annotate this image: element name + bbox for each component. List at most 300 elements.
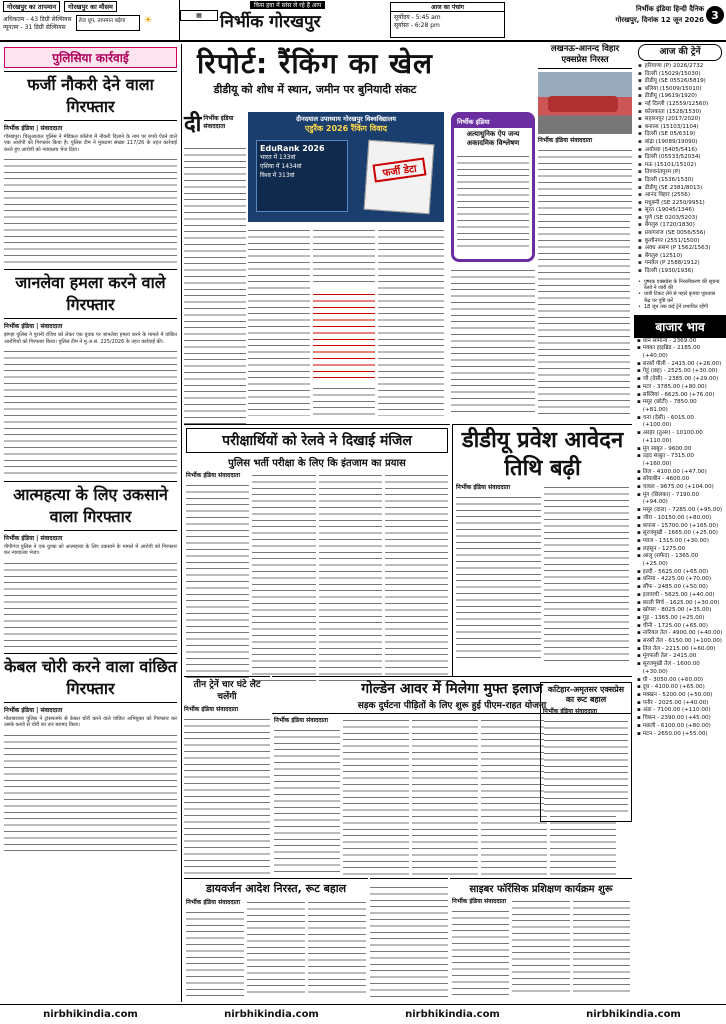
bullet-icon: ▪ [637,584,641,591]
bazaar-item [637,415,723,430]
bullet-icon: ▪ [637,507,641,514]
lead-col-3-red-highlight [313,290,375,380]
ddu-body [453,483,632,663]
bazaar-item-text: हल्दी - 5625.00 (+65.00) [642,568,709,575]
story-1-text: गोरखपुर। चिलुआताल पुलिस ने मेडिकल कॉलेज में नौकरी दिलाने के नाम पर रुपये ऐंठने वाले एक आरोपी को गिरफ्तार किया है। पुलिस टीम ने मुकदमा संख्या 117/26 के तहत कार्रवाई करते हुए आरोपी को न्यायालय भेज दिया। [4,134,177,153]
story-1-dateline: निर्भीक इंडिया | संवाददाता [4,125,63,132]
train-note [638,304,722,310]
app-sub: अत्याधुनिक ऐप जन्य अकादमिक विश्लेषण [466,130,520,147]
bullet-icon: ▪ [638,100,642,107]
katihar-headline: कटिहार-अमृतसर एक्सप्रेस का रूट बहाल [547,685,625,704]
image-title: दीनदयाल उपाध्याय गोरखपुर विश्वविद्यालय [295,115,397,123]
ddu-story [452,424,632,676]
golden-hour-lines-4 [481,716,547,876]
bullet-icon: ▪ [638,70,642,77]
train-cancel-lines [538,146,632,218]
bazaar-item-text: मूंगफली तेल - 2415.00 [642,653,697,660]
train-item-text: कोलकाता (1528/1530) [644,108,702,115]
bazaar-item-text: प्याज - 1315.00 (+30.00) [642,537,709,544]
bullet-icon: ▪ [637,414,641,421]
bullet-icon: ▪ [638,184,642,191]
story-1-headline: फर्जी नौकरी देने वाला गिरफ्तार [4,71,177,121]
edurank-panel [256,140,348,212]
bullet-icon: ▪ [637,568,641,575]
left-column [0,44,182,1002]
edition-badge [180,10,218,21]
train-item-text: कुशीनगर (2551/1500) [644,237,700,244]
train-item-text: नई दिल्ली (12559/12560) [644,100,709,107]
bullet-icon: ▪ [637,476,641,483]
image-subtitle: एडुरैंक 2026 रैंकिंग विवाद [304,124,388,133]
paper-name: निर्भीक इंडिया हिन्दी दैनिक [635,5,704,13]
story-3-body-lines [4,559,177,649]
ddu-dateline: निर्भीक इंडिया संवाददाता [456,484,511,491]
bazaar-item-text: तिल तेल - 2215.00 (+60.00) [642,645,716,652]
bullet-icon: ▪ [638,169,642,176]
train-item [638,200,722,208]
bazaar-item-text: कपास - 15700.00 (+165.00) [642,522,719,529]
train-item [638,101,722,109]
story-3-headline: आत्महत्या के लिए उकसाने वाला गिरफ्तार [4,481,177,531]
bullet-icon: ▪ [637,661,641,668]
bazaar-item-text: मसूर (दाल) - 7285.00 (+95.00) [642,507,723,514]
lead-image [248,112,444,222]
train-item-text: डीडीयू (SE 2381/8013) [644,184,703,191]
page-number: 3 [706,6,724,24]
bazaar-item-text: चावल - 9675.00 (+104.00) [642,484,714,491]
bullet-icon: ▪ [637,622,641,629]
bazaar-item-text: मटन - 2650.00 (+55.00) [642,730,708,737]
train-item [638,230,722,238]
trains-list [634,63,726,276]
train-item-text: मऊ (15101/15102) [644,161,697,168]
bazaar-item-text: मसूर (छोटी) - 7850.00 (+81.00) [642,399,697,413]
lead-col-3-lines-b [313,384,375,416]
bazaar-item [637,630,723,638]
train-item-text: दिल्ली (SE 05/6319) [644,131,696,138]
masthead [180,0,726,40]
train-item [638,109,722,117]
bazaar-item-text: सरसों पीली - 2415.00 (+26.00) [642,360,722,367]
panchang-box [390,2,505,38]
bullet-icon: ▪ [637,368,641,375]
rank-world: विश्व में 313वां [260,172,295,179]
bazaar-item-text: जौ (देसी) - 2385.00 (+29.00) [642,376,719,383]
bullet-icon: ▪ [637,537,641,544]
fake-data-stamp: फर्जी डेटा [372,157,426,182]
lead-col-1-lines [184,144,246,429]
lead-headline: रिपोर्ट: रैंकिंग का खेल [196,47,434,80]
bazaar-item-text: आलू (सफेद) - 1365.00 (+25.00) [642,553,699,568]
bazaar-item-text: पनीर - 2025.00 (+40.00) [642,699,709,706]
bazaar-item-text: मूंग साबुत - 9600.00 [642,445,692,452]
bazaar-item-text: गेहूं (छह) - 2525.00 (+30.00) [642,368,718,375]
bazaar-item [637,453,723,468]
sun-icon: ☀ [143,15,153,26]
bullet-icon: ▪ [637,653,641,660]
bazaar-title: बाजार भाव [634,315,726,338]
train-item-text: आनंद विहार (2556) [644,192,691,199]
katihar-dateline: निर्भीक इंडिया संवाददाता [543,708,598,715]
story-3-text: पीपीगंज पुलिस ने एक युवक को आत्महत्या के लिए उकसाने के मामले में आरोपी को गिरफ्तार कर न्यायालय भेजा। [4,544,177,557]
continued-column [370,878,448,1002]
story-3-dateline: निर्भीक इंडिया | संवाददाता [4,535,63,543]
train-item [638,131,722,139]
bullet-icon: ▪ [638,192,642,199]
bazaar-item [637,430,723,445]
golden-hour-lines-2 [343,716,409,876]
footer-site-4[interactable]: nirbhikindia.com [586,1009,681,1020]
bullet-icon: ▪ [638,214,642,221]
train-item [638,78,722,86]
weather-label: गोरखपुर का तापमान [3,1,60,12]
ddu-headline: डीडीयू प्रवेश आवेदन तिथि बढ़ी [461,428,624,481]
train-item [638,147,722,155]
train-item-text: बेंगलुरु (12510) [644,252,683,259]
bullet-icon: ▪ [638,85,642,92]
train-note [638,291,722,304]
cyber-lines-2 [512,897,569,997]
bullet-icon: • [638,278,641,285]
bullet-icon: ▪ [637,630,641,637]
bazaar-item [637,576,723,584]
bazaar-item-text: नारियल तेल - 4900.00 (+40.00) [642,630,723,637]
golden-hour-lines-1 [274,726,340,876]
bazaar-item-text: घी - 3050.00 (+60.00) [642,676,704,683]
bazaar-item [637,638,723,646]
bullet-icon: ▪ [637,699,641,706]
diversion-headline: डायवर्जन आदेश निरस्त, रूट बहाल [205,882,347,895]
min-temp: न्यूनतम - 31 डिग्री सेल्सियस [3,24,66,31]
diversion-lines-3 [308,898,366,998]
railway-exam-lines-2 [252,471,315,681]
bazaar-item-text: सूरजमुखी तेल - 1600.00 (+30.00) [642,661,700,675]
bazaar-item [637,538,723,546]
rank-india: भारत में 133वां [260,154,296,161]
train-item [638,268,722,276]
bazaar-item [637,484,723,492]
story-4-dateline: निर्भीक इंडिया | संवाददाता [4,706,63,714]
railway-exam-dateline: निर्भीक इंडिया संवाददाता [186,472,241,479]
bazaar-item [637,607,723,615]
railway-exam-headline: परीक्षार्थियों को रेलवे ने दिखाई मंजिल [186,428,448,453]
top-strip [0,0,726,42]
bazaar-item-text: मछली - 6100.00 (+80.00) [642,722,711,729]
diversion-lines-1 [186,908,244,998]
bazaar-item-text: धनिया - 4225.00 (+70.00) [642,576,712,583]
bullet-icon: ▪ [638,199,642,206]
section-tag: पुलिसिया कार्रवाई [4,47,177,68]
train-item-text: बेंगलुरु (1720/1830) [644,222,695,229]
cyber-dateline: निर्भीक इंडिया संवाददाता [452,898,507,905]
bazaar-item-text: तिल - 4100.00 (+47.00) [642,468,707,475]
train-item [638,238,722,246]
bazaar-item [637,515,723,523]
bazaar-item-text: चिकन - 2390.00 (+45.00) [642,715,711,722]
bullet-icon: ▪ [638,154,642,161]
train-cancel-headline: लखनऊ-आनन्द विहार एक्सप्रेस निरस्त [538,44,632,69]
bullet-icon: ▪ [638,252,642,259]
story-4 [0,653,181,851]
story-1-body-lines [4,155,177,265]
story-3 [0,481,181,649]
footer-site-3[interactable]: nirbhikindia.com [405,1009,500,1020]
trains-late-dateline: निर्भीक इंडिया संवाददाता [184,706,239,713]
bazaar-item-text: मूंग (छिलका) - 7190.00 (+94.00) [642,491,700,506]
report-paper [364,140,435,214]
train-item-text: बलिया (15009/15010) [644,85,702,92]
bullet-icon: ▪ [638,108,642,115]
lead-deck: डीडीयू को शोध में स्थान, जमीन पर बुनियादी संकट [213,83,417,96]
paper-info [616,4,705,26]
train-item [638,139,722,147]
lead-col-6-lines [538,204,630,414]
train-item [638,116,722,124]
bullet-icon: ▪ [638,138,642,145]
bullet-icon: ▪ [637,676,641,683]
railway-exam-lines-4 [385,471,448,681]
edition-icon: ▦ [196,12,202,19]
bullet-icon: ▪ [638,123,642,130]
bullet-icon: ▪ [637,530,641,537]
edurank-label: EduRank 2026 [260,144,325,153]
train-item-text: बांद्रा (19089/19090) [644,138,698,145]
train-note [638,279,722,292]
bullet-icon: ▪ [637,599,641,606]
bazaar-item [637,677,723,685]
story-2-text: झंगहा पुलिस ने पुरानी रंजिश को लेकर एक युवक पर जानलेवा हमला करने के मामले में वांछित आरोपियों को गिरफ्तार किया। पुलिस टीम ने मु.अ.सं. 225/2026 के तहत कार्रवाई की। [4,332,177,345]
bazaar-item-text: सोयाबीन - 4600.00 [642,476,690,483]
bazaar-item-text: मक्खन - 5200.00 (+50.00) [642,692,713,698]
trains-late-headline: तीन ट्रेनें चार घंटे लेट चलेंगी [193,680,261,702]
bazaar-item [637,507,723,515]
lead-col-2 [248,226,310,424]
lead-col-1 [184,114,246,424]
train-photo [538,72,632,134]
bullet-icon: ▪ [637,430,641,437]
bullet-icon: ▪ [637,445,641,452]
bullet-icon: ▪ [637,453,641,460]
train-item [638,245,722,253]
bullet-icon: ▪ [637,707,641,714]
train-cancel-story [538,44,632,202]
train-item [638,260,722,268]
bazaar-item [637,584,723,592]
bullet-icon: ▪ [637,553,641,560]
lead-col-4-lines [378,226,444,416]
bullet-icon: ▪ [638,245,642,252]
railway-exam-lines-3 [319,471,382,681]
cyber-body [450,897,632,997]
train-item-text: प्रयागराज (SE 0056/556) [644,230,706,237]
max-temp: अधिकतम - 43 डिग्री सेल्सियस [3,16,72,23]
railway-exam-lines-1 [186,481,249,681]
bullet-icon: ▪ [637,468,641,475]
railway-exam-deck: पुलिस भर्ती परीक्षा के लिए कि इंतजाम का प्रयास [228,458,406,469]
masthead-title: निर्भीक गोरखपुर [220,11,321,32]
bazaar-item-text: अंडा - 7100.00 (+110.00) [642,707,711,714]
lead-col-5-lines [451,266,535,416]
bullet-icon: ▪ [637,345,641,352]
rank-asia: एशिया में 1434वां [260,163,302,170]
right-sidebar [634,42,726,738]
bazaar-item-text: चना (देसी) - 6015.00 (+100.00) [642,414,694,429]
train-note-text: 18 जून तक कई ट्रेनें प्रभावित रहेंगी [643,304,709,311]
train-item-text: डीडीयू (19619/1920) [644,93,697,100]
bazaar-item [637,692,723,700]
train-item [638,207,722,215]
bullet-icon: ▪ [638,268,642,275]
bullet-icon: ▪ [637,360,641,367]
bullet-icon: ▪ [638,131,642,138]
bazaar-item [637,731,723,739]
train-item-text: पनवेल (P 2588/1912) [644,260,700,267]
bullet-icon: ▪ [637,376,641,383]
lead-col-6 [538,204,630,422]
footer-site-1[interactable]: nirbhikindia.com [43,1009,138,1020]
cyber-lines-3 [573,897,630,997]
bullet-icon: ▪ [638,78,642,85]
bazaar-item [637,492,723,507]
weather-box [0,0,180,40]
story-4-body-lines [4,731,177,851]
continued-lines [370,883,448,1001]
bullet-icon: ▪ [637,645,641,652]
bazaar-item-text: जीरा - 10150.00 (+80.00) [642,514,712,521]
bazaar-item-text: उड़द साबुत - 7315.00 (+160.00) [642,453,694,467]
story-2-body-lines [4,347,177,477]
story-2-headline: जानलेवा हमला करने वाले गिरफ्तार [4,269,177,319]
cyber-headline: साइबर फॉरेंसिक प्रशिक्षण कार्यक्रम शुरू [469,884,613,895]
train-item [638,169,722,177]
bazaar-item-text: काली मिर्च - 1625.00 (+30.00) [642,599,720,606]
bazaar-item-text: लहसुन - 1275.00 [642,545,686,552]
katihar-lines [544,717,628,812]
train-item-text: अवध असम (P 1562/1563) [644,245,711,252]
weather-label-2: गोरखपुर का मौसम [64,1,117,12]
train-item-text: सहारनपुर (2017/2020) [644,116,701,123]
bazaar-list [634,338,726,739]
diversion-body [184,898,368,998]
lead-col-2-lines [248,226,310,416]
cyber-story [450,878,632,1002]
footer-site-2[interactable]: nirbhikindia.com [224,1009,319,1020]
bullet-icon: ▪ [638,146,642,153]
bazaar-item-text: सरसों तेल - 6150.00 (+100.00) [642,638,722,645]
bullet-icon: ▪ [638,237,642,244]
bullet-icon: ▪ [637,638,641,645]
bullet-icon: ▪ [637,692,641,698]
train-item-text: दिल्ली (1930/1936) [644,268,694,275]
bazaar-item [637,376,723,384]
bullet-icon: ▪ [637,684,641,691]
bullet-icon: ▪ [637,491,641,498]
bullet-icon: • [638,304,641,311]
bazaar-item-text: सौंफ - 2485.00 (+50.00) [642,584,708,591]
train-item-text: पुणे (SE 0203/5203) [644,214,698,221]
train-item-text: मधुबनी (SE 2250/9951) [644,199,705,206]
story-4-text: गोलाबाजार पुलिस ने ट्रांसफार्मर से केबल चोरी करने वाले वांछित अभियुक्त को गिरफ्तार कर उसके कब्जे से चोरी का तार बरामद किया। [4,715,177,729]
bullet-icon: ▪ [637,337,641,344]
train-item-text: दिल्ली (1536/1530) [644,176,694,183]
train-item-text: दिल्ली (15029/15030) [644,70,701,77]
weather-desc: तेज धूप, तापमान बढ़ेगा [76,15,140,31]
golden-hour-lines-3 [412,716,478,876]
story-2 [0,269,181,477]
bazaar-item [637,446,723,454]
train-cancel-dateline: निर्भीक इंडिया संवाददाता [538,137,593,144]
bazaar-item-text: अरहर (तुअर) - 10100.00 (+110.00) [642,430,703,444]
bullet-icon: ▪ [637,383,641,390]
train-item [638,192,722,200]
lead-col-5 [451,266,535,422]
train-item [638,154,722,162]
bullet-icon: ▪ [638,116,642,123]
golden-hour-dateline: निर्भीक इंडिया संवाददाता [274,717,329,724]
bazaar-item [637,476,723,484]
trains-title: आज की ट्रेनें [638,44,722,61]
bazaar-item [637,684,723,692]
bullet-icon: ▪ [637,607,641,614]
bazaar-item [637,707,723,715]
bullet-icon: ▪ [638,222,642,229]
train-item [638,93,722,101]
golden-hour-deck: सड़क दुर्घटना पीड़ितों के लिए शुरू हुई पीएम-राहत योजना [272,698,632,714]
bazaar-item-text: सूरजमुखी - 1665.00 (+25.00) [642,530,718,537]
app-title: निर्भीक इंडिया [454,115,532,128]
date-line: गोरखपुर, दिनांक 12 जून 2026 [615,16,704,24]
sunrise-time: सूर्योदय - 5:45 am [394,14,441,21]
diversion-lines-2 [247,898,305,998]
bullet-icon: ▪ [638,207,642,214]
diversion-story [184,878,368,1002]
bullet-icon: ▪ [637,514,641,521]
bullet-icon: ▪ [638,93,642,100]
bazaar-item [637,661,723,676]
footer [0,1004,726,1024]
bullet-icon: ▪ [637,484,641,491]
sunset-time: सूर्यास्त - 6:28 pm [394,22,440,29]
train-icon [548,96,618,112]
bazaar-item [637,553,723,568]
cyber-lines-1 [452,907,509,997]
bazaar-item [637,615,723,623]
train-item [638,222,722,230]
katihar-story [540,682,632,822]
bullet-icon: ▪ [637,614,641,621]
bullet-icon: ▪ [638,230,642,237]
bullet-icon: ▪ [637,576,641,583]
train-item-text: दिल्ली (05533/52034) [644,154,701,161]
train-note-text: यात्री टिकट लेने से पहले कृपया पूछताछ केंद्र पर पुष्टि करें [643,291,716,304]
bullet-icon: ▪ [637,715,641,722]
story-2-dateline: निर्भीक इंडिया | संवाददाता [4,323,63,331]
bazaar-item-text: गुड़ - 1365.00 (+25.00) [642,614,705,621]
train-item-text: बनारस (15103/1104) [644,123,699,130]
bullet-icon: ▪ [637,545,641,552]
bazaar-item [637,715,723,723]
train-item-text: सूरत (19045/1346) [644,207,695,214]
railway-exam-story [184,424,450,676]
story-4-headline: केबल चोरी करने वाला वांछित गिरफ्तार [4,653,177,703]
bazaar-item [637,592,723,600]
dropcap: दी [184,112,202,137]
bazaar-item [637,399,723,414]
train-item-text: तिरुवनंतपुरम (P) [644,169,681,176]
bullet-icon: ▪ [637,522,641,529]
bullet-icon: • [638,291,641,298]
lead-dateline: निर्भीक इंडिया संवाददाता [203,115,234,130]
